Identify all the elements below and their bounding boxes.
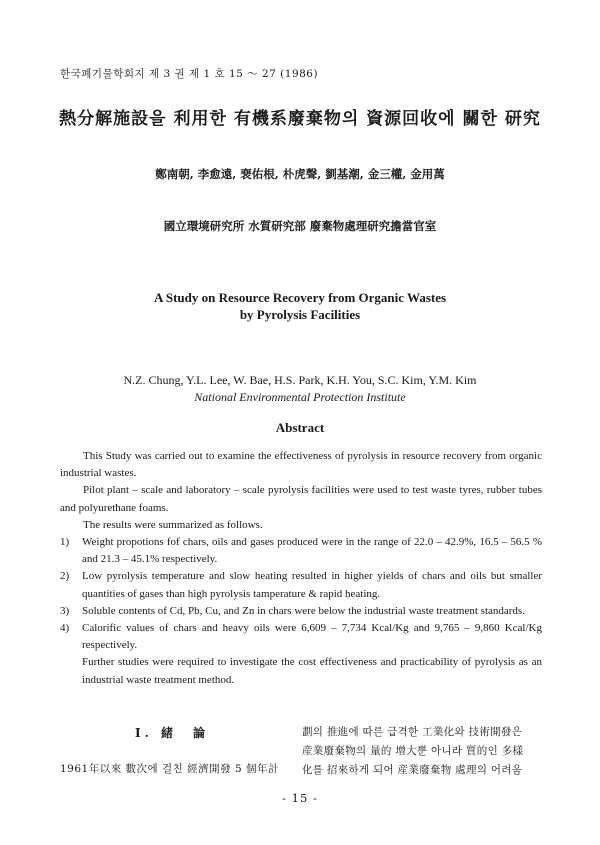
abstract-paragraph: This Study was carried out to examine the effectiveness of pyrolysis in resource recovery from organic industrial wastes.	[60, 450, 542, 480]
authors-english: N.Z. Chung, Y.L. Lee, W. Bae, H.S. Park, K.H. You, S.C. Kim, Y.M. Kim	[123, 373, 477, 387]
body-line: 産業廢棄物의 量的 增大뿐 아니라 質的인 多樣	[302, 745, 524, 757]
result-item	[60, 568, 542, 602]
result-item-text: Soluble contents of Cd, Pb, Cu, and Zn in chars were below the industrial waste treatment standards.	[82, 604, 525, 617]
running-head: 한국폐기물학회지 제 3 권 제 1 호 15 ～ 27 (1986)	[60, 68, 319, 80]
abstract-heading: Abstract	[275, 420, 325, 435]
authors-english-block	[0, 372, 600, 406]
result-item	[60, 620, 542, 654]
abstract-body	[60, 448, 542, 689]
paper-title-english	[0, 289, 600, 323]
abstract-paragraph: Pilot plant – scale and laboratory – scale pyrolysis facilities were used to test waste tyres, rubber tubes and polyurethane foams.	[60, 484, 542, 514]
title-english-line1: A Study on Resource Recovery from Organic Wastes	[153, 290, 447, 305]
abstract-closing-row	[60, 654, 542, 688]
paper-title-korean: 熱分解施設을 利用한 有機系廢棄物의 資源回收에 關한 研究	[59, 109, 541, 129]
result-item-number: 2)	[60, 570, 70, 583]
result-item	[60, 603, 542, 620]
institution-english: National Environmental Protection Institute	[194, 390, 406, 404]
abstract-closing: Further studies were required to investigate the cost effectiveness and practicability of pyrolysis as an industrial waste treatment method.	[82, 656, 542, 686]
body-line: 化를 招來하게 되어 産業廢棄物 處理의 어려움	[302, 764, 523, 776]
result-item-text: Weight propotions fof chars, oils and gases produced were in the range of 22.0 – 42.9%, 16.5 – 56.5 % and 21.3 – 45.1% respectively.	[82, 536, 542, 566]
result-item-number: 1)	[60, 536, 70, 549]
body-line: 劃의 推進에 따른 급격한 工業化와 技術開發은	[302, 726, 523, 738]
result-item-number: 4)	[60, 622, 70, 635]
result-item-number: 3)	[60, 604, 70, 617]
result-item-text: Calorific values of chars and heavy oils were 6,609 – 7,734 Kcal/Kg and 9,765 – 9,860 Kcal/Kg respectively.	[82, 622, 542, 652]
body-text-left-column: 1961年以來 數次에 걸친 經濟開發 5 個年計	[60, 763, 280, 775]
abstract-paragraph: The results were summarized as follows.	[83, 518, 263, 531]
body-text-right-column	[302, 723, 542, 780]
affiliation-korean: 國立環境研究所 水質研究部 廢棄物處理研究擔當官室	[163, 219, 437, 233]
page-number: - 15 -	[282, 791, 318, 805]
section-heading-introduction: I. 緒 論	[135, 726, 209, 740]
result-item	[60, 534, 542, 568]
authors-korean: 鄭南朝, 李愈遠, 裵佑根, 朴虎聲, 劉基潮, 金三權, 金用萬	[155, 167, 445, 181]
result-item-text: Low pyrolysis temperature and slow heating resulted in higher yields of chars and oils but smaller quantities of gases than high pyrolysis tamperature & rapid heating.	[82, 570, 542, 600]
title-english-line2: by Pyrolysis Facilities	[239, 307, 361, 322]
